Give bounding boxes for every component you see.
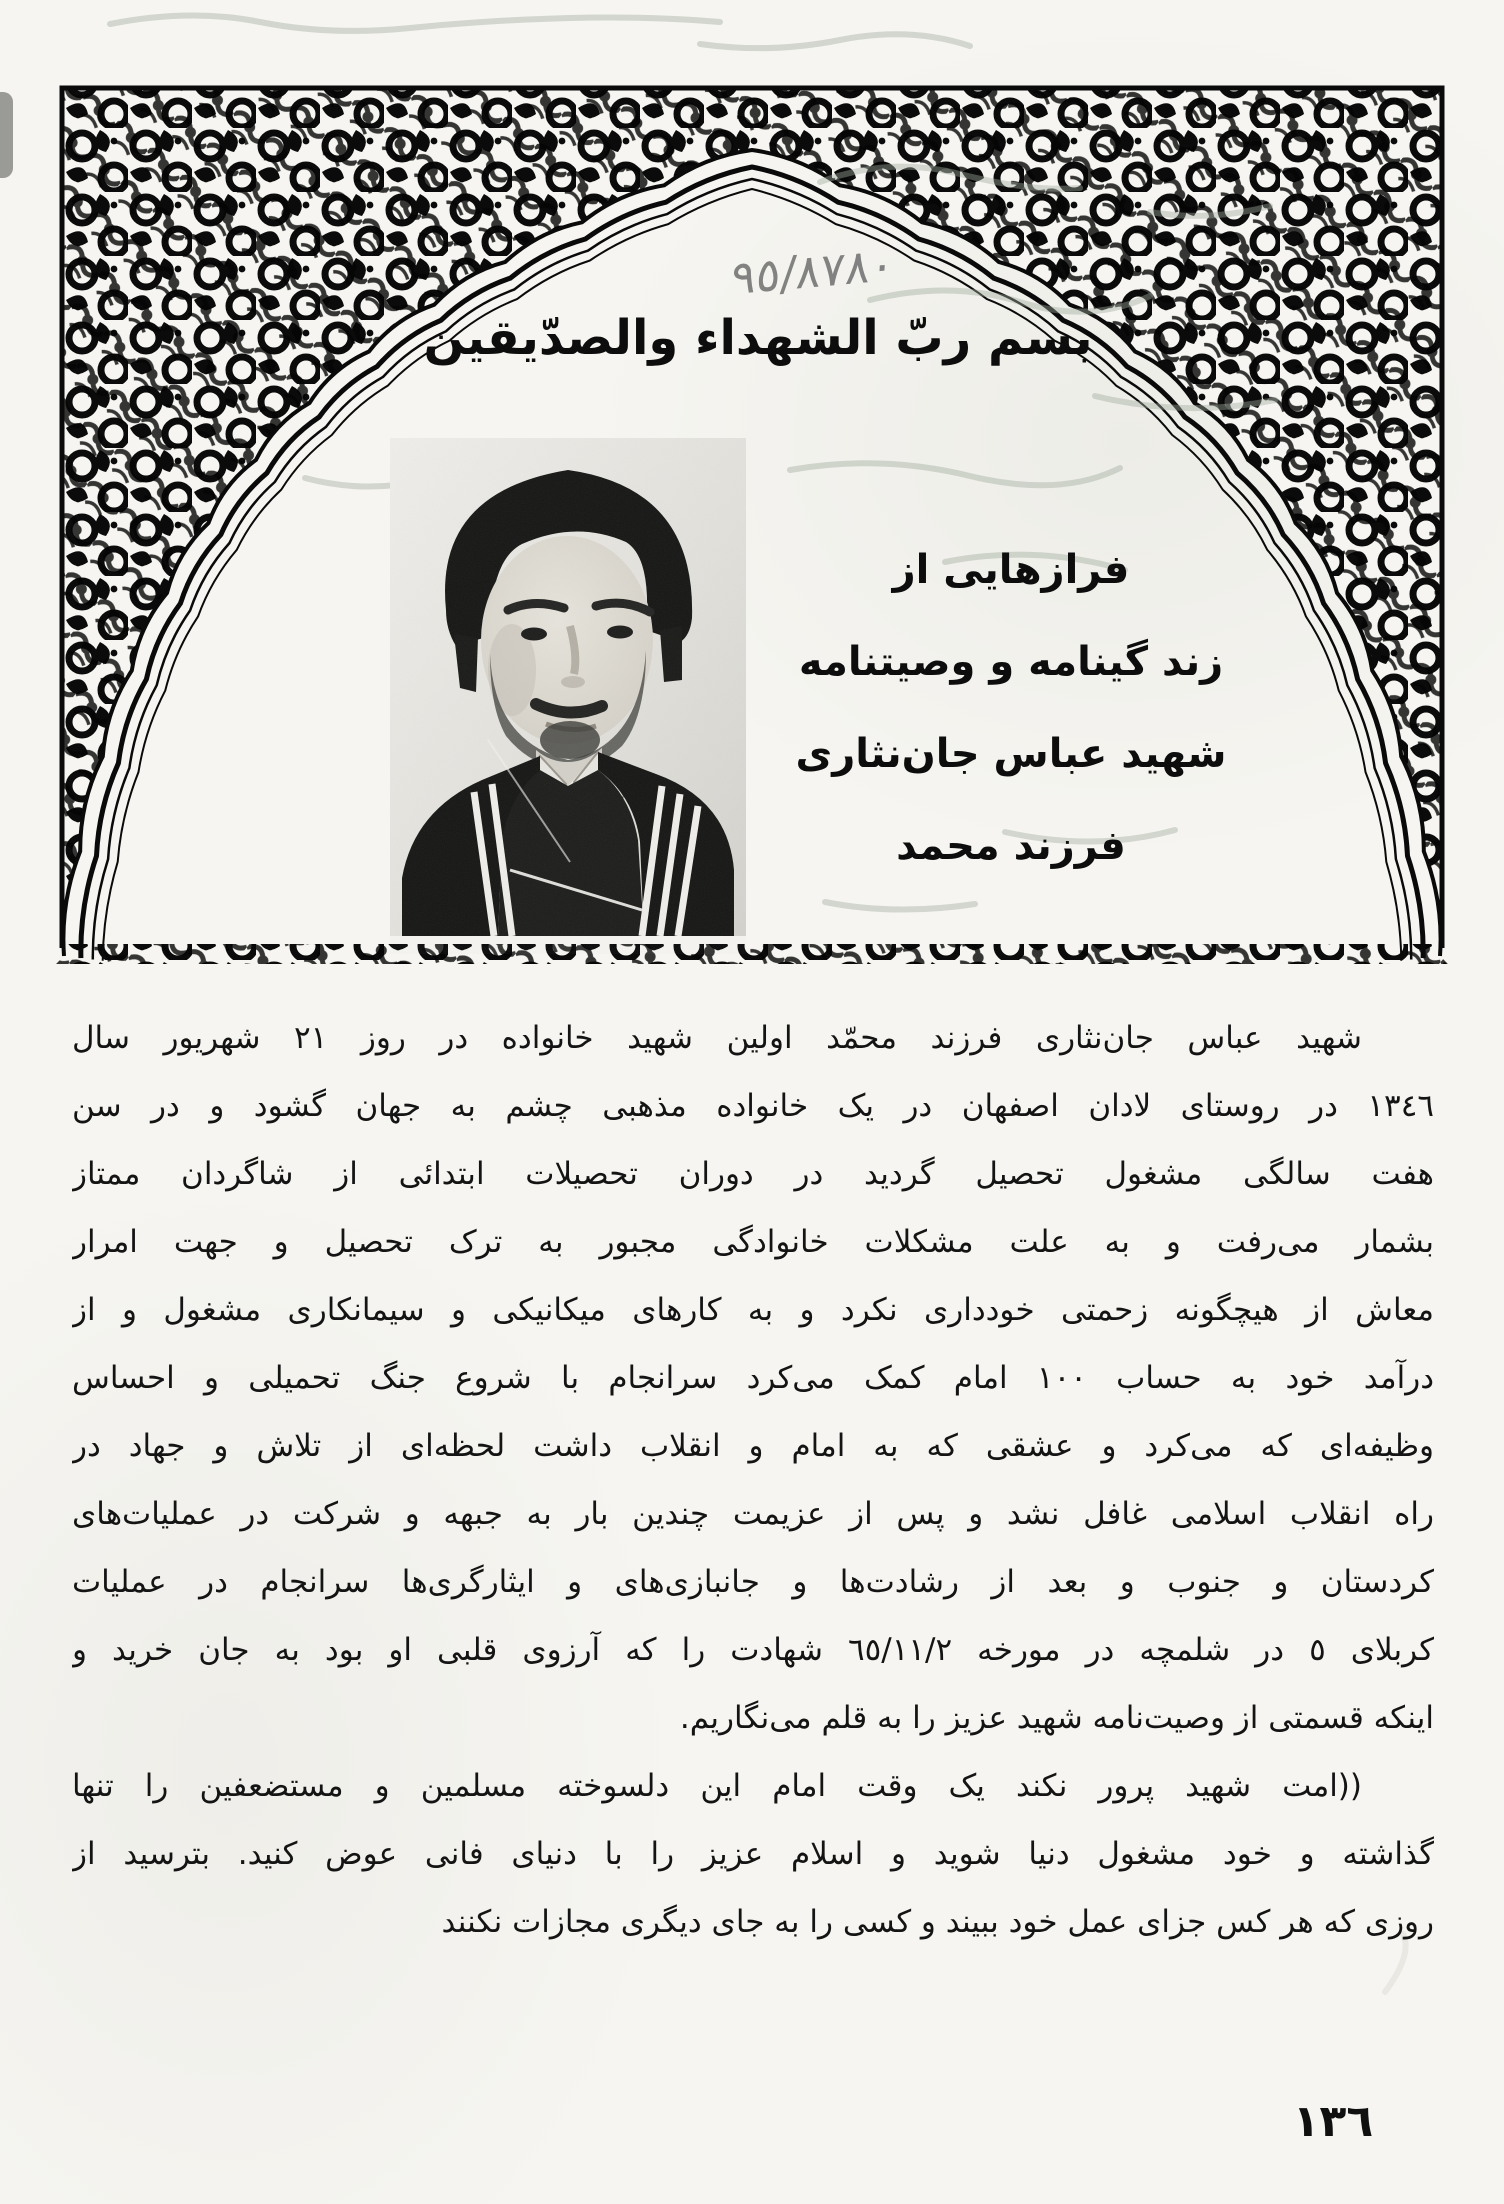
martyr-photo — [390, 438, 746, 954]
title-line: فرزند محمد — [896, 823, 1126, 869]
body-line: راه انقلاب اسلامی غافل نشد و پس از عزیمت چندین بار به جبهه و شرکت در عملیات‌های — [72, 1496, 1434, 1532]
title-line: شهید عباس جان‌نثاری — [795, 731, 1227, 777]
title-line: زند گینامه و وصیتنامه — [798, 639, 1224, 685]
body-line: اینکه قسمتی از وصیت‌نامه شهید عزیز را به قلم می‌نگاریم. — [679, 1700, 1434, 1736]
handwritten-registry-number: ٩٥/٨٧٨٠ — [730, 236, 896, 306]
martyr-portrait-drawing — [390, 438, 746, 954]
body-line: کربلای ٥ در شلمچه در مورخه ٦٥/١١/٢ شهادت را که آرزوی قلبی او بود به جان خرید و — [72, 1632, 1434, 1668]
body-line: وظیفه‌ای که می‌کرد و عشقی که به امام و انقلاب داشت لحظه‌ای از تلاش و جهاد در — [72, 1428, 1434, 1464]
body-line: درآمد خود به حساب ١٠٠ امام کمک می‌کرد سرانجام با شروع جنگ تحمیلی و احساس — [72, 1360, 1434, 1396]
biography-text — [72, 1004, 1434, 1956]
body-line: ١٣٤٦ در روستای لادان اصفهان در یک خانواده مذهبی چشم به جهان گشود و در سن — [72, 1088, 1434, 1124]
title-line: فرازهایی از — [892, 547, 1130, 593]
body-line: معاش از هیچگونه زحمتی خودداری نکرد و به کارهای میکانیکی و سیمانکاری مشغول و از — [72, 1292, 1434, 1328]
body-line: بشمار می‌رفت و به علت مشکلات خانوادگی مجبور به ترک تحصیل و جهت امرار — [72, 1224, 1434, 1260]
title-block — [772, 524, 1250, 892]
scan-edge-smudge — [0, 92, 13, 178]
body-line: گذاشته و خود مشغول دنیا شوید و اسلام عزیز را با دنیای فانی عوض کنید. بترسید از — [72, 1836, 1434, 1872]
page-number: ١٣٦ — [1292, 2096, 1374, 2147]
body-line: شهید عباس جان‌نثاری فرزند محمّد اولین شهید خانواده در روز ٢١ شهریور سال — [72, 1020, 1362, 1056]
body-line: هفت سالگی مشغول تحصیل گردید در دوران تحصیلات ابتدائی از شاگردان ممتاز — [72, 1156, 1434, 1192]
body-line: کردستان و جنوب و بعد از رشادت‌ها و جانبازی‌های و ایثارگری‌ها سرانجام در عملیات — [72, 1564, 1434, 1600]
body-line: روزی که هر کس جزای عمل خود ببیند و کسی را به جای دیگری مجازات نکنند — [441, 1904, 1434, 1940]
body-line: ((امت شهید پرور نکند یک وقت امام این دلسوخته مسلمین و مستضعفین را تنها — [72, 1768, 1362, 1804]
basmala-heading: بسم ربّ الشهداء والصدّيقين — [423, 310, 1093, 366]
